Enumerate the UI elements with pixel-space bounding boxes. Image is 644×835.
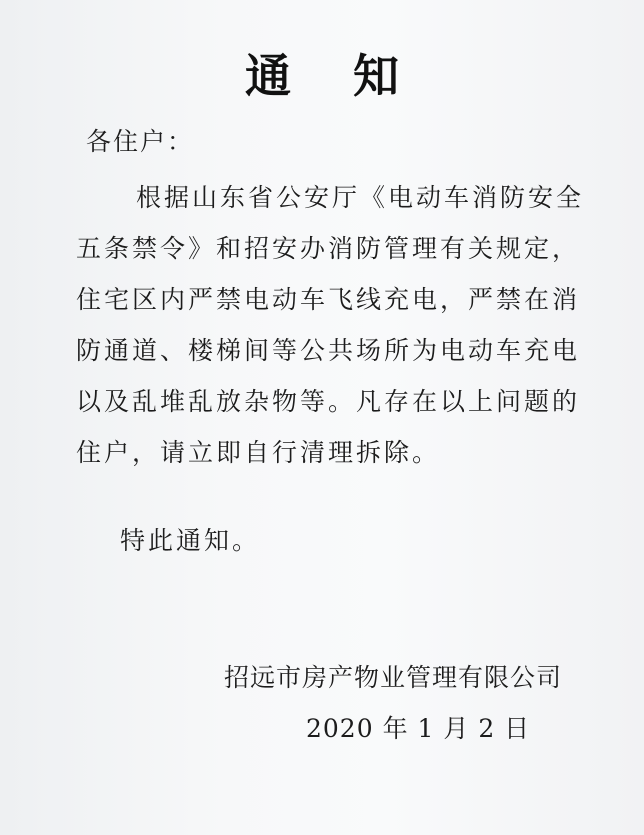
notice-title: 通知: [245, 49, 461, 103]
closing-remark: 特此通知。: [120, 526, 261, 555]
body-line: 住户，请立即自行清理拆除。: [76, 438, 441, 467]
body-line: 住宅区内严禁电动车飞线充电，严禁在消: [76, 285, 581, 314]
notice-body: [76, 172, 588, 478]
salutation: 各住户：: [86, 127, 195, 156]
issue-date: 2020 年 1 月 2 日: [306, 714, 531, 743]
body-line: 根据山东省公安厅《电动车消防安全: [136, 183, 585, 212]
body-line: 防通道、楼梯间等公共场所为电动车充电: [76, 336, 581, 365]
body-line: 以及乱堆乱放杂物等。凡存在以上问题的: [76, 387, 581, 416]
body-line: 五条禁令》和招安办消防管理有关规定，: [76, 234, 581, 263]
issuer-company: 招远市房产物业管理有限公司: [224, 663, 563, 692]
